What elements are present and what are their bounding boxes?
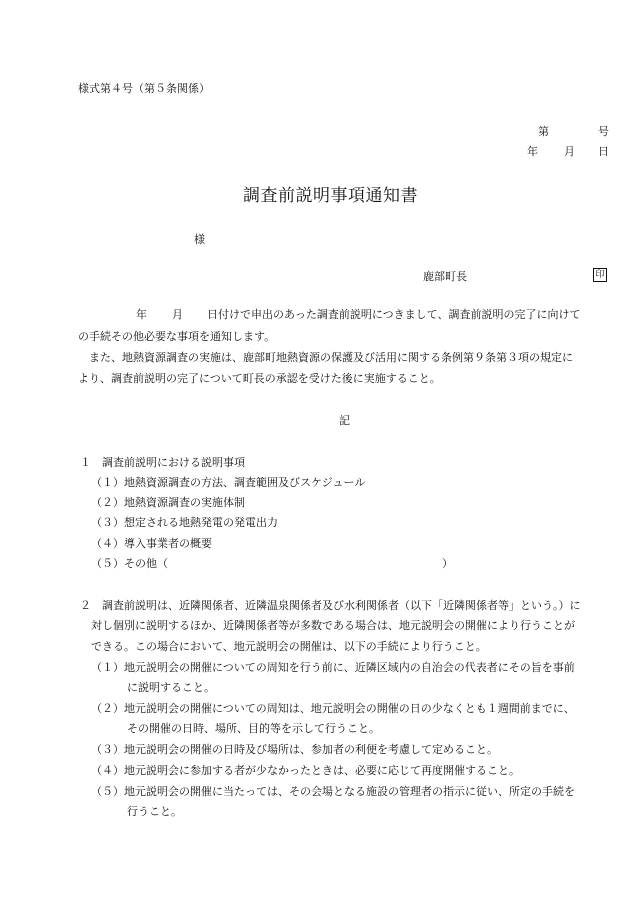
section2-item-line2: に説明すること。 <box>127 681 215 694</box>
intro-year: 年 <box>136 308 147 321</box>
section2-item-line1: （３）地元説明会の開催の日時及び場所は、参加者の利便を考慮して定めること。 <box>91 743 498 756</box>
section1-item: （１）地熱資源調査の方法、調査範囲及びスケジュール <box>91 476 366 489</box>
form-label: 様式第４号（第５条関係） <box>78 82 210 95</box>
sender-name: 鹿部町長 <box>423 270 467 283</box>
doc-date-day: 日 <box>598 145 609 158</box>
section1-item-other: （５）その他（ <box>91 557 168 570</box>
doc-number-dai: 第 <box>538 125 549 138</box>
doc-number-go: 号 <box>598 125 609 138</box>
intro-line2: の手続その他必要な事項を通知します。 <box>78 330 276 343</box>
section2-line3: できる。この場合において、地元説明会の開催は、以下の手続により行うこと。 <box>91 640 487 653</box>
doc-date-month: 月 <box>564 145 575 158</box>
addressee-suffix: 様 <box>194 233 205 246</box>
intro-line3: また、地熱資源調査の実施は、鹿部町地熱資源の保護及び活用に関する条例第９条第３項の規定に <box>89 351 573 364</box>
section1-heading: １ 調査前説明における説明事項 <box>80 456 245 469</box>
intro-line4: より、調査前説明の完了について町長の承認を受けた後に実施すること。 <box>78 372 441 385</box>
section2-item-line2: 行うこと。 <box>127 805 182 818</box>
section2-item-line2: その開催の日時、場所、目的等を示して行うこと。 <box>127 722 380 735</box>
section2-item-line1: （４）地元説明会に参加する者が少なかったときは、必要に応じて再度開催すること。 <box>91 764 520 777</box>
section1-item: （２）地熱資源調査の実施体制 <box>91 496 245 509</box>
doc-date-year: 年 <box>527 145 538 158</box>
ki-label: 記 <box>339 414 350 427</box>
document-title: 調査前説明事項通知書 <box>243 186 418 206</box>
section1-item: （４）導入事業者の概要 <box>91 537 212 550</box>
section1-close-paren: ） <box>442 557 453 570</box>
intro-line1: 日付けで申出のあった調査前説明につきまして、調査前説明の完了に向けて <box>207 308 581 321</box>
section2-line2: 対し個別に説明するほか、近隣関係者等が多数である場合は、地元説明会の開催により行うことが <box>91 619 575 632</box>
seal-stamp: 印 <box>593 268 607 282</box>
section1-item: （３）想定される地熱発電の発電出力 <box>91 516 278 529</box>
section2-item-line1: （５）地元説明会の開催に当たっては、その会場となる施設の管理者の指示に従い、所定の手続を <box>91 785 575 798</box>
section2-line1: ２ 調査前説明は、近隣関係者、近隣温泉関係者及び水利関係者（以下「近隣関係者等」という。）に <box>80 599 581 612</box>
section2-item-line1: （１）地元説明会の開催についての周知を行う前に、近隣区域内の自治会の代表者にその旨を事前 <box>91 661 575 674</box>
intro-month: 月 <box>172 308 183 321</box>
section2-item-line1: （２）地元説明会の開催についての周知は、地元説明会の開催の日の少なくとも１週間前までに、 <box>91 702 575 715</box>
